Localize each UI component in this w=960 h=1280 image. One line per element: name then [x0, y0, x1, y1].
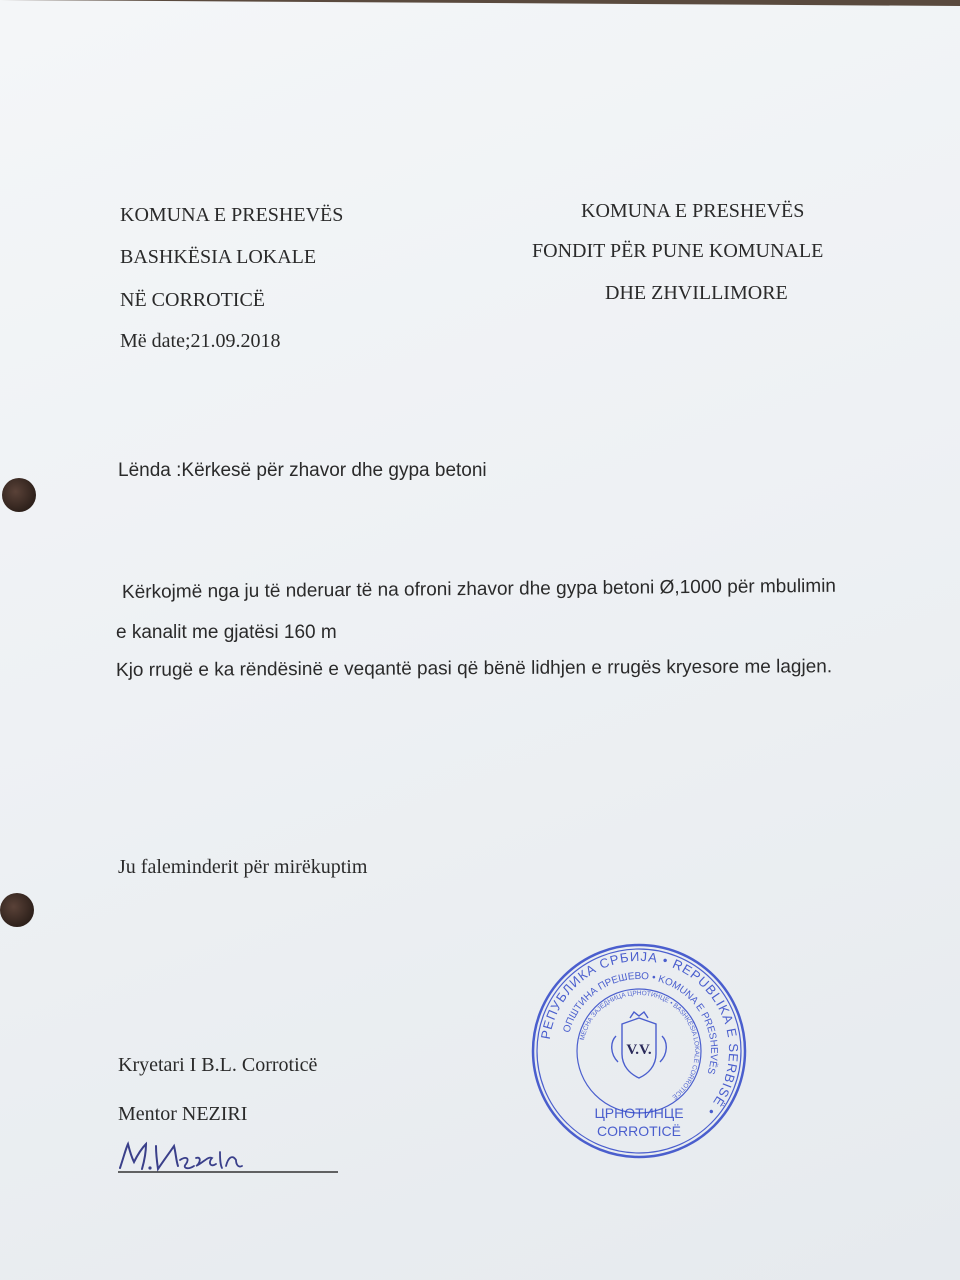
sender-line-3: NË CORROTICË [120, 289, 265, 311]
recipient-line-2: FONDIT PËR PUNE KOMUNALE [532, 240, 824, 262]
punch-hole-top [2, 478, 36, 512]
stamp-outer-text: РЕПУБЛИКА СРБИЈА • REPUBLIKA E SERBISË • [537, 948, 742, 1120]
letter-date: Më date;21.09.2018 [120, 330, 281, 352]
subject-line: Lënda :Kërkesë për zhavor dhe gypa betoni [118, 460, 487, 481]
body-paragraph-2: Kjo rrugë e ka rëndësinë e veqantë pasi që bënë lidhjen e rrugës kryesore me lagjen. [115, 656, 833, 681]
stamp-inner-text: МЕСНА ЗАЈЕДНИЦА ЦРНОТИНЦЕ • BASHKËSIA LOKALE CORROTICË [579, 989, 701, 1101]
body-paragraph-1-line-1: Kërkojmë nga ju të nderuar të na ofroni zhavor dhe gypa betoni Ø,1000 për mbulimin [121, 575, 837, 603]
stamp-bottom-latin: CORROTICË [597, 1123, 681, 1139]
sender-line-2: BASHKËSIA LOKALE [120, 246, 317, 268]
signatory-name: Mentor NEZIRI [118, 1103, 248, 1125]
sender-line-1: KOMUNA E PRESHEVËS [120, 204, 344, 226]
recipient-line-1: KOMUNA E PRESHEVËS [581, 200, 805, 222]
handwritten-signature [116, 1138, 340, 1174]
stamp-bottom-cyrillic: ЦРНОТИНЦЕ [594, 1105, 684, 1121]
stamp-middle-text: ОПШТИНА ПРЕШЕВО • KOMUNA E PRESHEVËS [561, 970, 720, 1076]
official-stamp [530, 942, 748, 1160]
punch-hole-bottom [0, 893, 34, 927]
body-paragraph-1-line-2: e kanalit me gjatësi 160 m [116, 622, 337, 643]
stamp-center-initials: V.V. [626, 1042, 652, 1058]
signatory-title: Kryetari I B.L. Corroticë [118, 1054, 318, 1076]
closing-line: Ju faleminderit për mirëkuptim [118, 856, 368, 878]
recipient-line-3: DHE ZHVILLIMORE [605, 282, 788, 304]
